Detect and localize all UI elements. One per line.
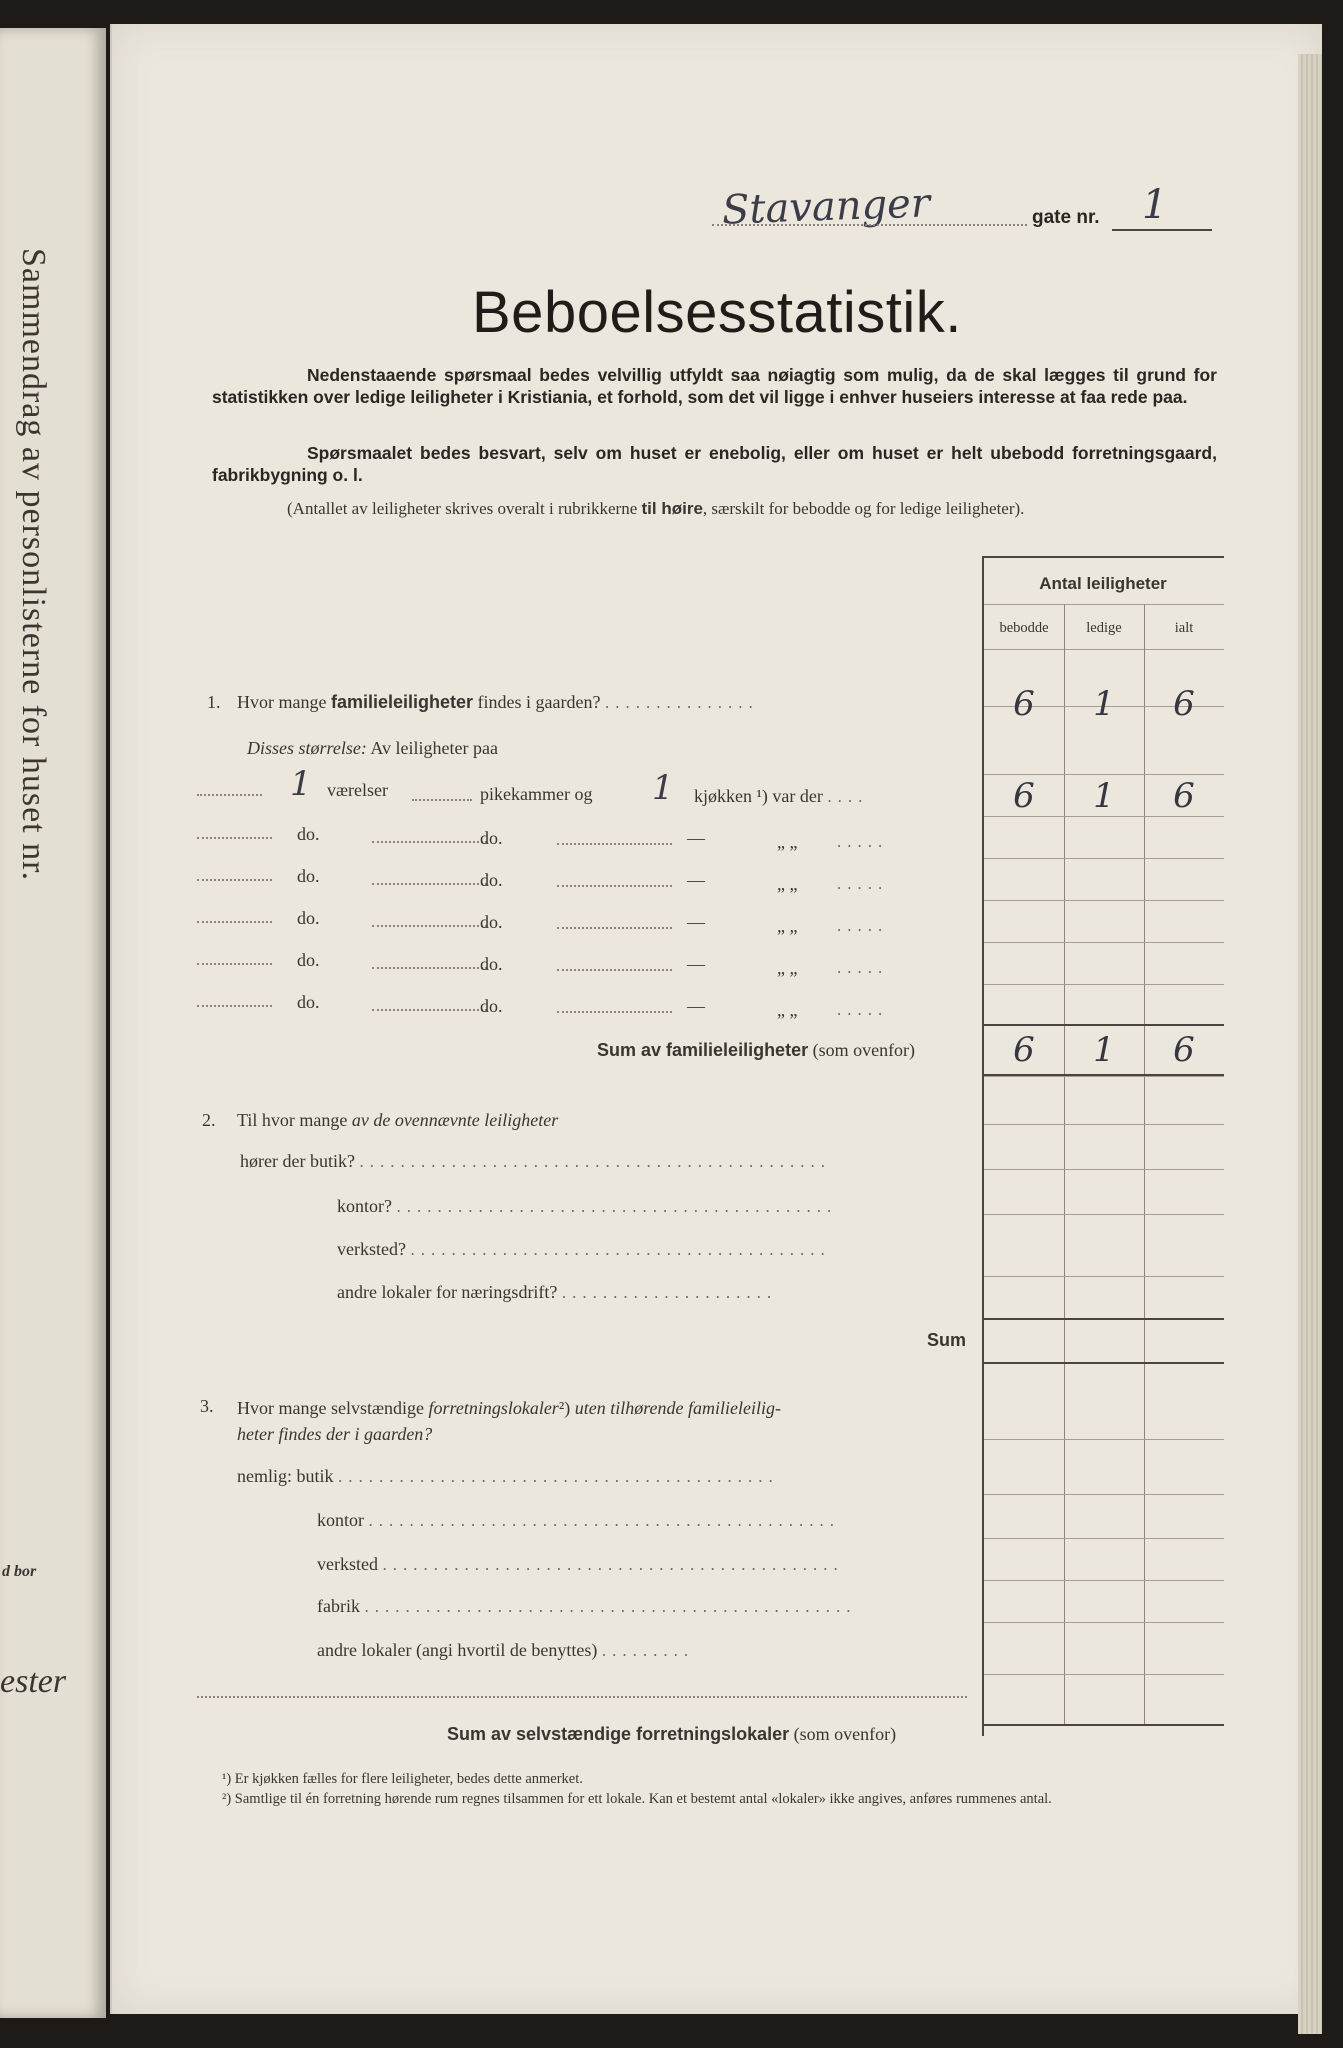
table-row-line: [984, 1076, 1224, 1077]
table-row-line: [984, 1674, 1224, 1675]
table-row-line: [984, 942, 1224, 943]
dash: —: [687, 996, 705, 1016]
q1-sum-ledige: 1: [1093, 1030, 1115, 1070]
dash: —: [687, 870, 705, 890]
table-row-line: [984, 1580, 1224, 1581]
footnote-1: ¹) Er kjøkken fælles for flere leiligheter, bedes dette anmerket.: [222, 1771, 583, 1787]
size-row1-kjokken-hand: 1: [652, 768, 674, 808]
table-title: Antal leiligheter: [1039, 574, 1167, 593]
street-name-handwritten: Stavanger: [721, 180, 931, 234]
q1-ledige-value: 1: [1093, 684, 1115, 724]
q3-text-cont: heter findes der i gaarden?: [237, 1424, 433, 1444]
footnote-2: ²) Samtlige til én forretning hørende rum regnes tilsammen for ett lokale. Kan et bestemt antal «lokaler» ikke angives, anføres rummenes antal.: [222, 1791, 1052, 1807]
col-bebodde: bebodde: [999, 620, 1049, 636]
table-row-line: [984, 1124, 1224, 1125]
size-do-rows: do. do. — „ „ ..... do. do. — „ „ ..... do. do. — „ „ ..... do. do. — „ „ ..... do. do. — „ „ .....: [197, 824, 977, 1024]
table-row-line: [984, 1169, 1224, 1170]
size-row1-kjokken: kjøkken ¹) var der ....: [694, 786, 869, 806]
table-left-rule: [982, 556, 984, 1736]
q3-number: 3.: [200, 1396, 214, 1416]
q3-kontor: kontor ..............................................: [317, 1510, 840, 1530]
q2-sum-label: Sum: [927, 1330, 967, 1350]
do-label: do.: [297, 866, 320, 886]
page-title: Beboelsesstatistik.: [472, 280, 962, 345]
table-row-line: [984, 816, 1224, 817]
table-col-divider-1: [1064, 604, 1065, 1726]
do-label: do.: [480, 954, 503, 974]
size-row1-vaerelser-hand: 1: [290, 764, 312, 804]
q1-ialt-value: 6: [1173, 684, 1195, 724]
street-line: [712, 224, 1027, 226]
col-ialt: ialt: [1174, 620, 1194, 636]
dash: —: [687, 828, 705, 848]
q1-size-line: Disses størrelse: Av leiligheter paa: [247, 738, 498, 758]
table-row-line: [984, 984, 1224, 985]
left-facing-page: [0, 28, 106, 2018]
q2-text: Til hvor mange av de ovennævnte leiligheter: [237, 1110, 559, 1130]
ditto-marks: „ „: [777, 916, 798, 936]
table-row-line: [984, 774, 1224, 775]
size-row1-ialt: 6: [1173, 776, 1195, 816]
q3-sum-label: Sum av selvstændige forretningslokaler (som ovenfor): [447, 1724, 897, 1744]
table-row-line: [984, 1622, 1224, 1623]
q2-number: 2.: [202, 1110, 216, 1130]
q1-text: Hvor mange familieleiligheter findes i gaarden? ...............: [237, 692, 759, 712]
q3-andre: andre lokaler (angi hvortil de benyttes) .........: [317, 1640, 695, 1660]
table-top-rule: [982, 556, 1224, 558]
q2-verksted: verksted? .........................................: [337, 1239, 831, 1259]
gate-label: gate nr.: [1032, 207, 1100, 228]
size-row1-pike-blank: [412, 799, 472, 801]
size-row1-vaerelser: værelser: [327, 780, 388, 800]
table-col-divider-2: [1144, 604, 1145, 1726]
q1-sum-label: Sum av familieleiligheter (som ovenfor): [597, 1040, 916, 1060]
q3-text: Hvor mange selvstændige forretningslokaler²) uten tilhørende familieleilig-: [237, 1398, 781, 1418]
size-row1-ledige: 1: [1093, 776, 1115, 816]
table-bottom-rule: [984, 1724, 1224, 1726]
gate-number-handwritten: 1: [1142, 182, 1168, 228]
do-label: do.: [480, 870, 503, 890]
dash: —: [687, 912, 705, 932]
do-label: do.: [297, 908, 320, 928]
q1-number: 1.: [207, 692, 221, 712]
q2-sum-underline: [984, 1362, 1224, 1364]
table-row-line: [984, 1439, 1224, 1440]
size-row1-blank: [197, 794, 262, 796]
do-label: do.: [480, 828, 503, 848]
left-page-vertical-text: Sammendrag av personlisterne for huset nr.: [15, 248, 52, 882]
size-row1-pikekammer: pikekammer og: [480, 784, 593, 804]
do-label: do.: [297, 824, 320, 844]
col-ledige: ledige: [1086, 620, 1122, 636]
left-page-handwriting: ester: [0, 1663, 67, 1700]
table-sum1-top: [984, 1024, 1224, 1026]
intro-paragraph-2: Spørsmaalet bedes besvart, selv om huset er enebolig, eller om huset er helt ubebodd forretningsgaard, fabrikbygning o. l.: [212, 443, 1217, 485]
intro-paragraph-1: Nedenstaaende spørsmaal bedes velvillig utfyldt saa nøiagtig som mulig, da de skal lægges til grund for statistikken over ledige leiligheter i Kristiania, et forhold, som det vil ligge i enhver huseiers interesse at faa rede paa.: [212, 365, 1217, 407]
table-row-line: [984, 900, 1224, 901]
table-row-line: [984, 1538, 1224, 1539]
table-header-bottom: [984, 649, 1224, 650]
q2-andre: andre lokaler for næringsdrift? .....................: [337, 1282, 778, 1302]
q1-sum-bebodde: 6: [1013, 1030, 1035, 1070]
left-page-note: d bor: [2, 1563, 37, 1580]
ditto-marks: „ „: [777, 958, 798, 978]
table-row-line: [984, 1494, 1224, 1495]
q1-bebodde-value: 6: [1013, 684, 1035, 724]
form-page: [110, 24, 1322, 2014]
table-row-line: [984, 1214, 1224, 1215]
do-label: do.: [480, 912, 503, 932]
q3-verksted: verksted .............................................: [317, 1554, 844, 1574]
page-edges: [1298, 54, 1322, 2034]
dash: —: [687, 954, 705, 974]
q3-andre-line: [197, 1696, 967, 1698]
intro-paragraph-3: (Antallet av leiligheter skrives overalt i rubrikkerne til høire, særskilt for bebodde og for ledige leiligheter).: [287, 499, 1025, 518]
gate-number-line: [1112, 229, 1212, 231]
ditto-marks: „ „: [777, 874, 798, 894]
q1-sum-ialt: 6: [1173, 1030, 1195, 1070]
do-label: do.: [297, 950, 320, 970]
q2-kontor: kontor? ...........................................: [337, 1196, 838, 1216]
q3-fabrik: fabrik ................................................: [317, 1596, 857, 1616]
ditto-marks: „ „: [777, 832, 798, 852]
do-label: do.: [297, 992, 320, 1012]
size-row1-bebodde: 6: [1013, 776, 1035, 816]
table-row-line: [984, 1276, 1224, 1277]
table-sum2-bottom: [984, 1318, 1224, 1320]
ditto-marks: „ „: [777, 1000, 798, 1020]
q1-sum-underline: [984, 1074, 1224, 1076]
table-header-divider: [984, 604, 1224, 605]
q3-butik: nemlig: butik ...........................................: [237, 1466, 779, 1486]
q2-butik: hører der butik? ..............................................: [240, 1151, 831, 1171]
table-row-line: [984, 858, 1224, 859]
do-label: do.: [480, 996, 503, 1016]
